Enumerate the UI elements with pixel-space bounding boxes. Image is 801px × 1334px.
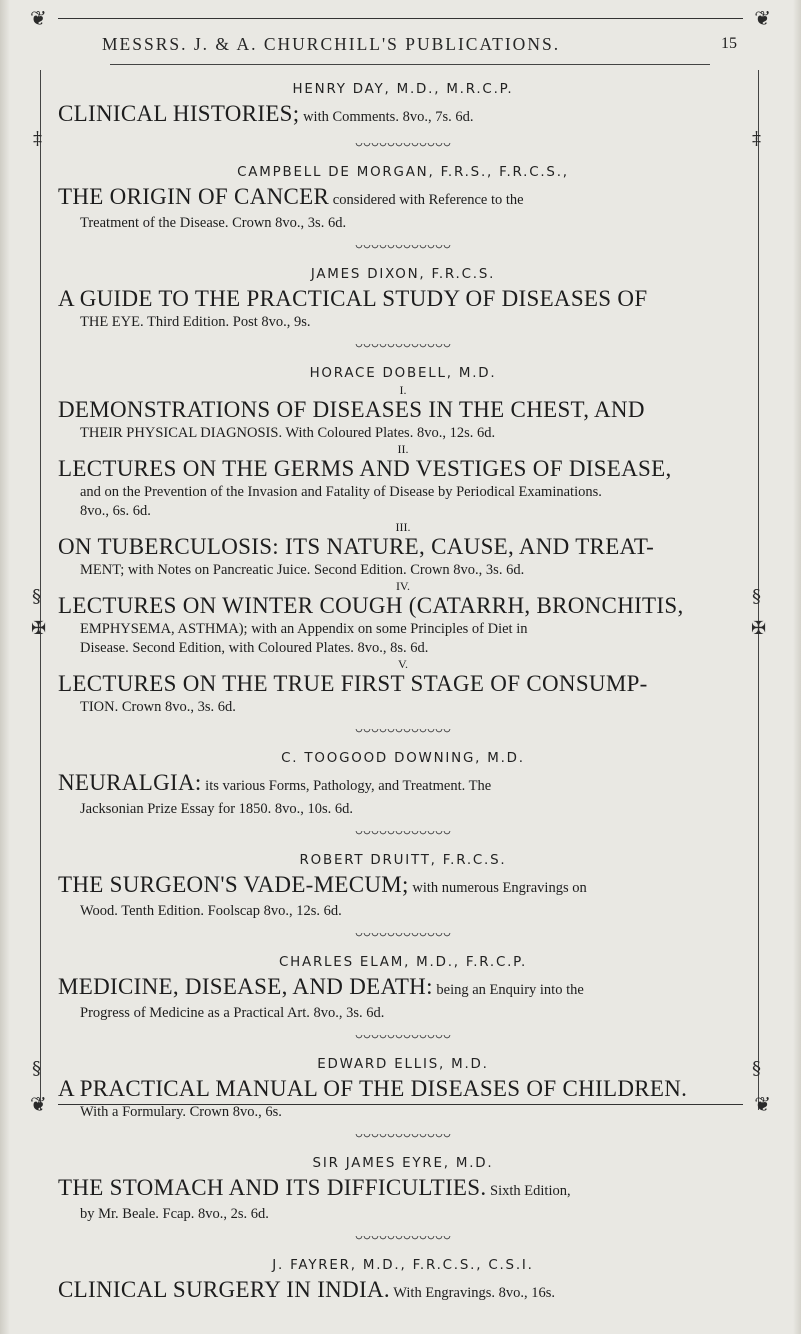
chain-ornament-icon: ✠	[751, 618, 767, 639]
book-title-tail: Sixth Edition,	[486, 1183, 571, 1199]
chain-ornament-icon: ✠	[31, 618, 47, 639]
book-title-text: NEURALGIA:	[58, 770, 202, 795]
book-title	[58, 396, 748, 424]
flourish-icon: ❦	[754, 1092, 771, 1116]
book-title-tail: its various Forms, Pathology, and Treatment. The	[201, 778, 492, 794]
wavy-divider	[355, 1134, 451, 1142]
flourish-icon: ❦	[30, 1092, 47, 1116]
book-title	[58, 533, 748, 561]
book-description: Jacksonian Prize Essay for 1850. 8vo., 10s. 6d.	[80, 801, 354, 817]
catalogue-entry	[58, 165, 748, 253]
page-number: 15	[721, 35, 737, 52]
top-border-line	[58, 18, 743, 19]
book-title	[58, 285, 748, 313]
book-title	[58, 592, 748, 620]
book-description: TION. Crown 8vo., 3s. 6d.	[80, 699, 236, 715]
book-title	[58, 769, 748, 800]
wavy-divider	[355, 831, 451, 839]
catalogue-entry	[58, 366, 748, 737]
page-edge-shadow-right	[793, 0, 801, 1334]
wavy-divider	[355, 344, 451, 352]
chain-ornament-icon: §	[752, 586, 761, 607]
book-title-tail: with Comments. 8vo., 7s. 6d.	[299, 109, 474, 125]
book-title-text: LECTURES ON THE GERMS AND VESTIGES OF DISEASE,	[58, 456, 672, 481]
author-name: SIR JAMES EYRE, M.D.	[312, 1156, 494, 1171]
book-description: With a Formulary. Crown 8vo., 6s.	[80, 1104, 282, 1120]
author-name: EDWARD ELLIS, M.D.	[317, 1057, 489, 1072]
book-title-tail: with numerous Engravings on	[408, 880, 587, 896]
chain-ornament-icon: §	[752, 1058, 761, 1079]
book-title	[58, 871, 748, 902]
book-description: THE EYE. Third Edition. Post 8vo., 9s.	[80, 314, 311, 330]
volume-numeral: III.	[395, 520, 411, 534]
catalogue-entry	[58, 82, 748, 151]
book-title-text: ON TUBERCULOSIS: ITS NATURE, CAUSE, AND TREAT-	[58, 534, 655, 559]
running-head: MESSRS. J. & A. CHURCHILL'S PUBLICATIONS.	[102, 34, 561, 54]
volume-numeral: IV.	[395, 579, 411, 593]
chain-ornament-icon: §	[32, 586, 41, 607]
chain-ornament-icon: §	[32, 1058, 41, 1079]
author-name: JAMES DIXON, F.R.C.S.	[310, 267, 496, 282]
volume-numeral: II.	[397, 442, 409, 456]
wavy-divider	[355, 1236, 451, 1244]
wavy-divider	[355, 1035, 451, 1043]
author-name: C. TOOGOOD DOWNING, M.D.	[281, 751, 525, 766]
catalogue-entry	[58, 751, 748, 839]
book-title	[58, 1075, 748, 1103]
flourish-icon: ❦	[30, 6, 47, 30]
book-description: THEIR PHYSICAL DIAGNOSIS. With Coloured Plates. 8vo., 12s. 6d.	[80, 425, 496, 441]
book-title-text: THE SURGEON'S VADE-MECUM;	[58, 872, 409, 897]
book-description: and on the Prevention of the Invasion and Fatality of Disease by Periodical Examinations.	[80, 484, 602, 500]
book-description: MENT; with Notes on Pancreatic Juice. Second Edition. Crown 8vo., 3s. 6d.	[80, 562, 525, 578]
book-description: Progress of Medicine as a Practical Art. 8vo., 3s. 6d.	[80, 1005, 385, 1021]
catalogue-entry	[58, 1156, 748, 1244]
book-title-text: A PRACTICAL MANUAL OF THE DISEASES OF CHILDREN.	[58, 1076, 688, 1101]
book-title	[58, 100, 748, 131]
author-name: ROBERT DRUITT, F.R.C.S.	[299, 853, 507, 868]
book-title-tail: With Engravings. 8vo., 16s.	[389, 1285, 556, 1301]
bottom-border-line	[58, 1104, 743, 1105]
catalogue-entry	[58, 267, 748, 352]
author-name: J. FAYRER, M.D., F.R.C.S., C.S.I.	[272, 1258, 534, 1273]
author-name: CHARLES ELAM, M.D., F.R.C.P.	[278, 955, 528, 970]
dagger-ornament-icon: ‡	[752, 128, 761, 149]
catalogue-entry	[58, 1258, 748, 1307]
book-description: EMPHYSEMA, ASTHMA); with an Appendix on some Principles of Diet in	[80, 621, 528, 637]
book-title-text: LECTURES ON THE TRUE FIRST STAGE OF CONSUMP-	[58, 671, 648, 696]
catalogue-entry	[58, 955, 748, 1043]
volume-numeral: V.	[397, 657, 409, 671]
author-name: HENRY DAY, M.D., M.R.C.P.	[292, 82, 514, 97]
book-description: Disease. Second Edition, with Coloured Plates. 8vo., 8s. 6d.	[80, 640, 429, 656]
top-border	[28, 6, 773, 30]
book-title-text: CLINICAL SURGERY IN INDIA.	[58, 1277, 390, 1302]
author-name: HORACE DOBELL, M.D.	[309, 366, 497, 381]
page-edge-shadow	[0, 0, 10, 1334]
book-title-text: CLINICAL HISTORIES;	[58, 101, 300, 126]
book-title-text: THE ORIGIN OF CANCER	[58, 184, 330, 209]
wavy-divider	[355, 245, 451, 253]
book-title	[58, 1276, 748, 1307]
dagger-ornament-icon: ‡	[33, 128, 42, 149]
book-description: Treatment of the Disease. Crown 8vo., 3s. 6d.	[80, 215, 347, 231]
book-title	[58, 1174, 748, 1205]
book-title	[58, 455, 748, 483]
book-title-text: DEMONSTRATIONS OF DISEASES IN THE CHEST, AND	[58, 397, 645, 422]
book-description: Wood. Tenth Edition. Foolscap 8vo., 12s. 6d.	[80, 903, 342, 919]
book-title	[58, 973, 748, 1004]
book-description: 8vo., 6s. 6d.	[80, 503, 151, 519]
book-title	[58, 183, 748, 214]
book-title-tail: being an Enquiry into the	[432, 982, 584, 998]
book-title-text: A GUIDE TO THE PRACTICAL STUDY OF DISEASES OF	[58, 286, 648, 311]
catalogue-entry	[58, 853, 748, 941]
book-title-text: THE STOMACH AND ITS DIFFICULTIES.	[58, 1175, 487, 1200]
wavy-divider	[355, 933, 451, 941]
catalogue-list	[58, 82, 748, 1307]
book-title-tail: considered with Reference to the	[329, 192, 524, 208]
book-title-text: LECTURES ON WINTER COUGH (CATARRH, BRONCHITIS,	[58, 593, 684, 618]
wavy-divider	[355, 143, 451, 151]
book-title	[58, 670, 748, 698]
wavy-divider	[355, 729, 451, 737]
book-title-text: MEDICINE, DISEASE, AND DEATH:	[58, 974, 433, 999]
header-rule	[110, 64, 710, 65]
author-name: CAMPBELL DE MORGAN, F.R.S., F.R.C.S.,	[237, 165, 569, 180]
volume-numeral: I.	[399, 383, 407, 397]
flourish-icon: ❦	[754, 6, 771, 30]
book-description: by Mr. Beale. Fcap. 8vo., 2s. 6d.	[80, 1206, 269, 1222]
